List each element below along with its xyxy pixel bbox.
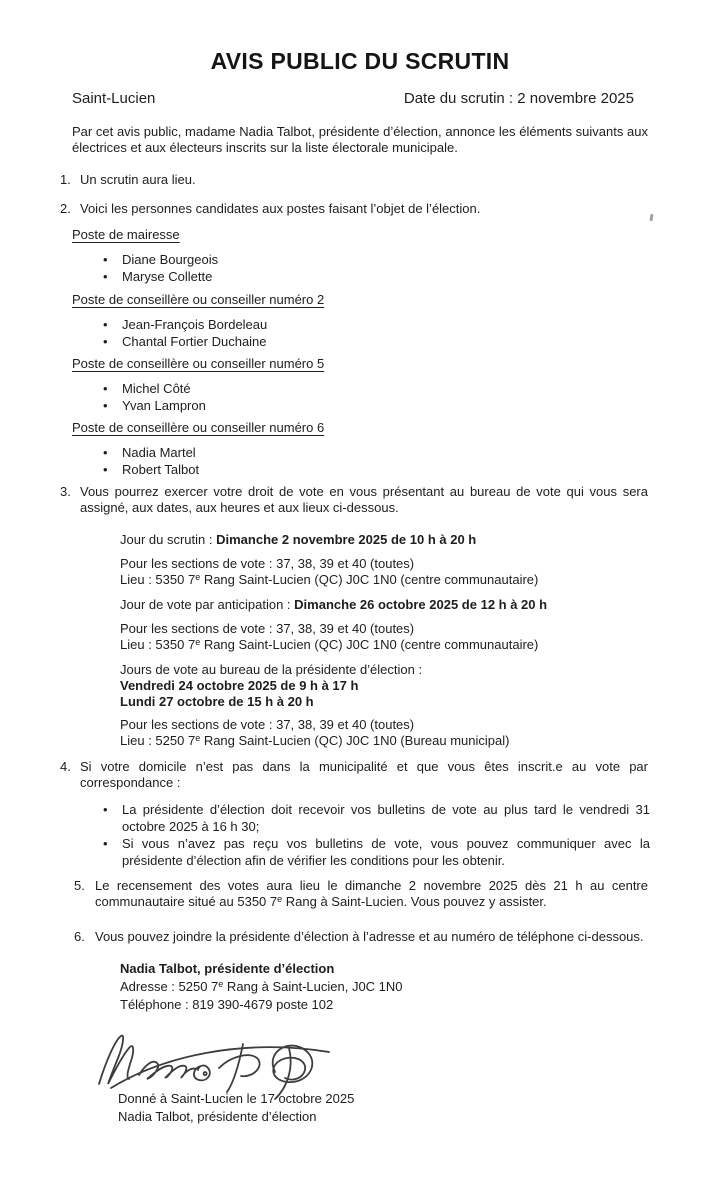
correspondence-bullet-2: Si vous n’avez pas reçu vos bulletins de vote, vous pouvez communiquer avec la présidente d’élection afin de vérifier les conditions pour les obtenir. — [122, 836, 650, 868]
list-item — [103, 268, 720, 285]
location-line — [120, 572, 648, 588]
ordinal-sup: e — [218, 979, 224, 989]
contact-name: Nadia Talbot, présidente d’élection — [120, 961, 335, 976]
bullet-icon: • — [103, 462, 108, 477]
scrutin-date-line: Date du scrutin : 2 novembre 2025 — [403, 90, 634, 107]
scrutin-day-block — [120, 532, 648, 588]
list-item — [103, 316, 720, 333]
location-prefix: Lieu : 5350 7 — [120, 637, 196, 652]
candidate-name: Robert Talbot — [122, 462, 200, 477]
bullet-icon: • — [103, 802, 108, 817]
numbered-item-5 — [74, 878, 648, 910]
ordinal-sup: e — [195, 572, 201, 582]
given-at-line: Donné à Saint-Lucien le 17 octobre 2025 — [118, 1091, 355, 1106]
post-heading-mairesse: Poste de mairesse — [72, 227, 180, 242]
numbered-item-3 — [60, 484, 648, 516]
post-heading-conseiller-2: Poste de conseillère ou conseiller numéro 2 — [72, 292, 325, 307]
scrutin-day-value: Dimanche 2 novembre 2025 de 10 h à 20 h — [216, 532, 477, 547]
location-prefix: Lieu : 5350 7 — [120, 572, 196, 587]
candidate-name: Diane Bourgeois — [122, 252, 219, 267]
list-item — [103, 444, 720, 461]
advance-day-line — [120, 597, 648, 613]
office-voting-day-2: Lundi 27 octobre de 15 h à 20 h — [120, 694, 314, 709]
office-voting-label: Jours de vote au bureau de la présidente d’élection : — [120, 662, 423, 677]
scrutin-day-line — [120, 532, 648, 548]
signer-line: Nadia Talbot, présidente d’élection — [118, 1109, 317, 1124]
item-number: 5. — [74, 878, 85, 893]
list-item — [103, 397, 720, 414]
location-suffix: Rang Saint-Lucien (QC) J0C 1N0 (centre communautaire) — [200, 572, 539, 587]
candidate-list — [0, 380, 720, 414]
candidate-list — [0, 251, 720, 285]
list-item — [103, 801, 650, 835]
item-number: 2. — [60, 201, 71, 216]
item-text: Voici les personnes candidates aux postes faisant l’objet de l’élection. — [80, 201, 481, 216]
contact-address — [120, 978, 720, 996]
item-text-prefix: Le recensement des votes aura lieu le dimanche 2 novembre 2025 dès 21 h au centre communautaire situé au 5350 7 — [95, 878, 648, 909]
item-text: Si votre domicile n’est pas dans la municipalité et que vous êtes inscrit.e au vote par correspondance : — [80, 759, 648, 790]
label: Jour de vote par anticipation : — [120, 597, 295, 612]
advance-day-value: Dimanche 26 octobre 2025 de 12 h à 20 h — [294, 597, 548, 612]
candidate-name: Jean-François Bordeleau — [122, 317, 268, 332]
candidate-name: Yvan Lampron — [122, 398, 206, 413]
bullet-icon: • — [103, 269, 108, 284]
correspondence-bullet-1: La présidente d’élection doit recevoir vos bulletins de vote au plus tard le vendredi 31 octobre 2025 à 16 h 30; — [122, 802, 650, 834]
bullet-icon: • — [103, 398, 108, 413]
office-voting-day-1: Vendredi 24 octobre 2025 de 9 h à 17 h — [120, 678, 359, 693]
ordinal-sup: e — [195, 637, 201, 647]
ordinal-sup: e — [195, 733, 201, 743]
item-number: 3. — [60, 484, 71, 499]
intro-paragraph: Par cet avis public, madame Nadia Talbot, présidente d’élection, annonce les éléments suivants aux électrices et aux électeurs inscrits sur la liste électorale municipale. — [72, 124, 648, 155]
list-item — [103, 461, 720, 478]
list-item — [103, 333, 720, 350]
label: Jour du scrutin : — [120, 532, 217, 547]
item-number: 4. — [60, 759, 71, 774]
item-text: Vous pouvez joindre la présidente d’élection à l’adresse et au numéro de téléphone ci-dessous. — [95, 929, 644, 944]
bullet-icon: • — [103, 381, 108, 396]
item-text-suffix: Rang à Saint-Lucien. Vous pouvez y assister. — [282, 894, 547, 909]
item-text — [95, 878, 648, 910]
bullet-icon: • — [103, 836, 108, 851]
numbered-item-6 — [74, 929, 648, 945]
bullet-icon: • — [103, 252, 108, 267]
location-line — [120, 733, 648, 749]
contact-block — [120, 960, 720, 1014]
bullet-icon: • — [103, 445, 108, 460]
address-suffix: Rang à Saint-Lucien, J0C 1N0 — [223, 979, 403, 994]
list-item — [103, 380, 720, 397]
header-row — [72, 90, 634, 108]
location-line — [120, 637, 648, 653]
item-text: Un scrutin aura lieu. — [80, 172, 196, 187]
numbered-item-2 — [60, 201, 648, 217]
municipality-name: Saint-Lucien — [72, 90, 156, 107]
correspondence-list — [0, 801, 720, 869]
address-prefix: Adresse : 5250 7 — [120, 979, 219, 994]
sections-line: Pour les sections de vote : 37, 38, 39 et 40 (toutes) — [120, 556, 415, 571]
location-prefix: Lieu : 5250 7 — [120, 733, 196, 748]
location-suffix: Rang Saint-Lucien (QC) J0C 1N0 (Bureau municipal) — [200, 733, 510, 748]
bullet-icon: • — [103, 317, 108, 332]
numbered-item-4 — [60, 759, 648, 791]
advance-voting-block — [120, 597, 648, 653]
ordinal-sup: e — [277, 894, 283, 904]
sections-line: Pour les sections de vote : 37, 38, 39 et 40 (toutes) — [120, 717, 415, 732]
signature-image — [93, 1026, 335, 1100]
list-item — [103, 251, 720, 268]
item-number: 1. — [60, 172, 71, 187]
location-suffix: Rang Saint-Lucien (QC) J0C 1N0 (centre communautaire) — [200, 637, 539, 652]
scan-artifact-mark — [650, 214, 654, 221]
numbered-item-1 — [60, 172, 648, 188]
bullet-icon: • — [103, 334, 108, 349]
candidate-list — [0, 316, 720, 350]
item-number: 6. — [74, 929, 85, 944]
contact-phone: Téléphone : 819 390-4679 poste 102 — [120, 997, 334, 1012]
sections-line: Pour les sections de vote : 37, 38, 39 et 40 (toutes) — [120, 621, 415, 636]
post-heading-conseiller-6: Poste de conseillère ou conseiller numéro 6 — [72, 420, 325, 435]
post-heading-conseiller-5: Poste de conseillère ou conseiller numéro 5 — [72, 356, 325, 371]
item-text: Vous pourrez exercer votre droit de vote en vous présentant au bureau de vote qui vous sera assigné, aux dates, aux heures et aux lieux ci-dessous. — [80, 484, 648, 515]
list-item — [103, 835, 650, 869]
closing-block — [118, 1090, 720, 1126]
candidate-name: Chantal Fortier Duchaine — [122, 334, 267, 349]
office-voting-block — [120, 662, 648, 749]
candidate-name: Michel Côté — [122, 381, 191, 396]
candidate-name: Maryse Collette — [122, 269, 213, 284]
page-title: AVIS PUBLIC DU SCRUTIN — [210, 48, 510, 74]
candidate-list — [0, 444, 720, 478]
candidate-name: Nadia Martel — [122, 445, 196, 460]
